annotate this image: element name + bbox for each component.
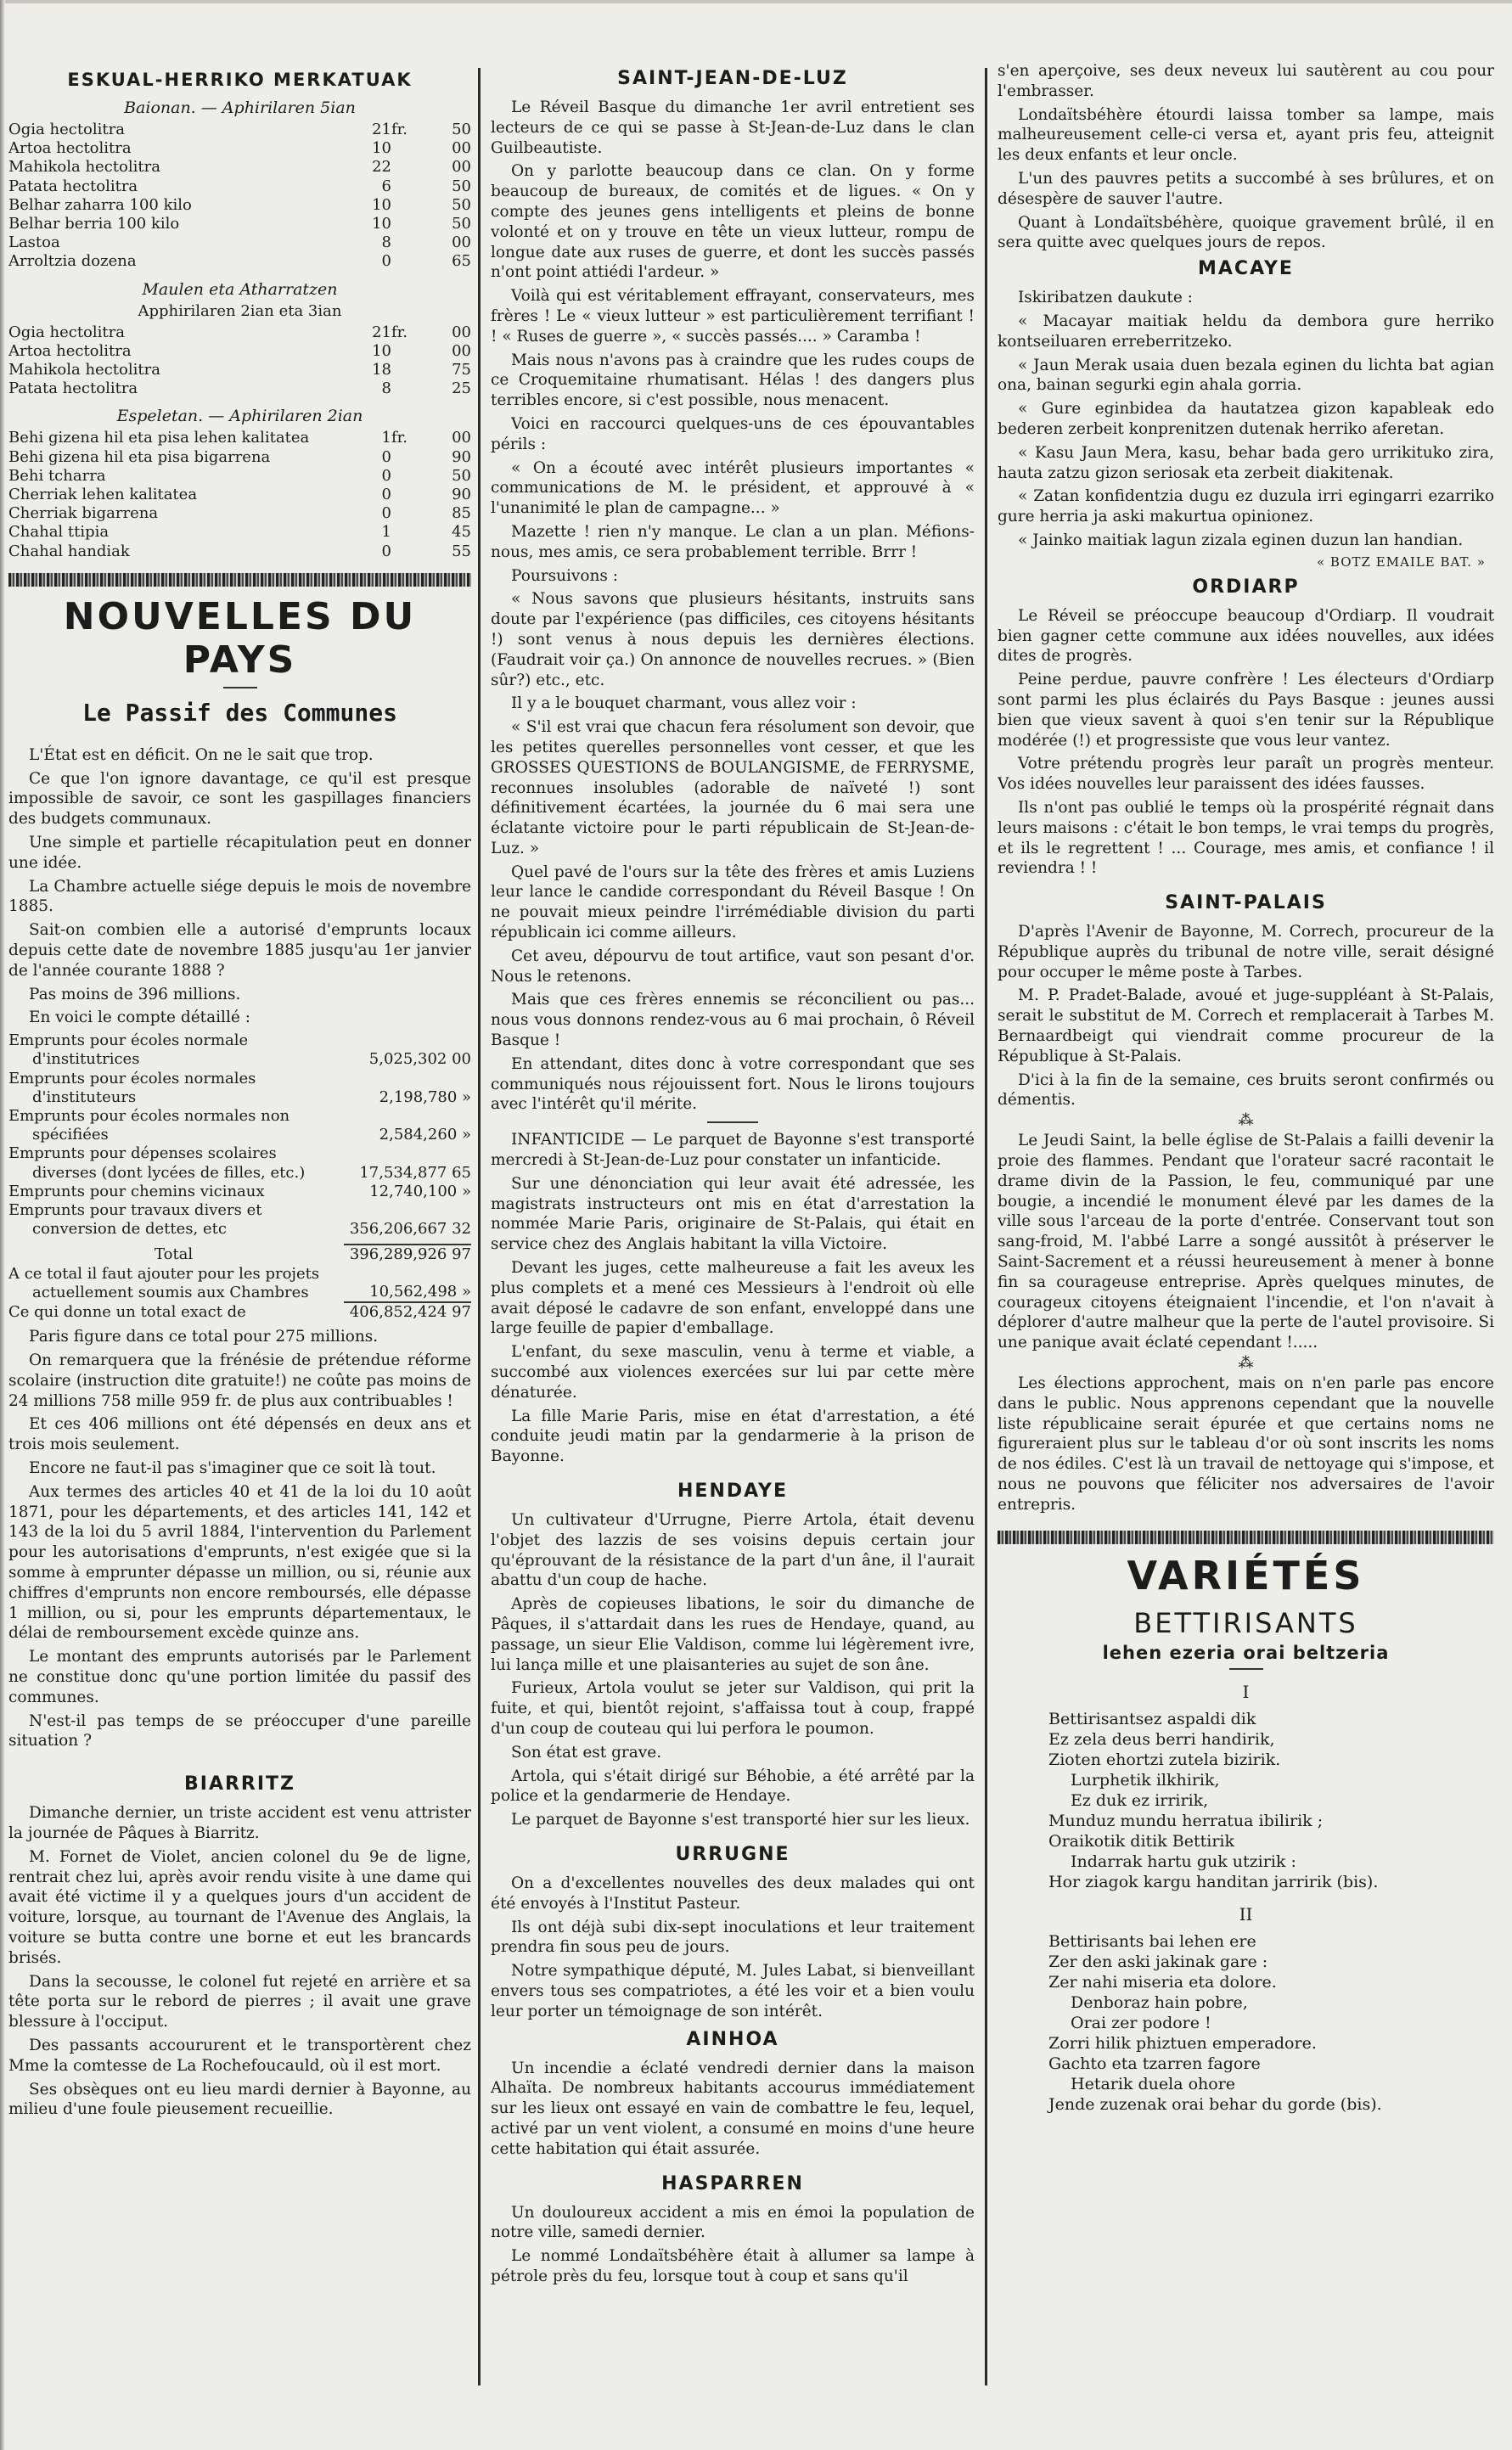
baiona-price-table (8, 121, 471, 272)
sjdl-paragraph: En attendant, dites donc à votre correspondant que ses communiqués nous réjouissent fort. Nous le lirons toujours avec l'intérêt qu'il mérite. (491, 1054, 975, 1114)
item-name: Behi gizena hil eta pisa lehen kalitatea (8, 429, 310, 447)
item-name: Ogia hectolitra (8, 121, 125, 138)
exact-label: Ce qui donne un total exact de (8, 1303, 246, 1322)
urrugne-paragraph: On a d'excellentes nouvelles des deux malades qui ont été envoyés à l'Institut Pasteur. (491, 1874, 975, 1913)
item-name: Patata hectolitra (8, 177, 138, 195)
price-unit (391, 504, 422, 523)
passif-paragraph: Sait-on combien elle a autorisé d'emprunts locaux depuis cette date de novembre 1885 jusqu'au 1er janvier de l'année courante 1888 ? (8, 921, 471, 980)
ordiarp-paragraph: Ils n'ont pas oublié le temps où la prospérité régnait dans leurs maisons : c'était le bon temps, le vrai temps du progrès, et ils le regrettent ! ... Courage, mes amis, et confiance ! il reviendra ! ! (998, 798, 1494, 878)
item-name: Behi tcharra (8, 466, 106, 485)
page-top-edge (0, 0, 1512, 3)
infanticide-paragraph: Sur une dénonciation qui leur avait été adressée, les magistrats instructeurs ont mis en état d'arrestation la nommée Marie Paris, originaire de St-Palais, qui était en service chez des Anglais habitant la villa Victoire. (491, 1174, 975, 1254)
item-name: Belhar berria 100 kilo (8, 215, 180, 233)
price-centimes: 50 (452, 466, 471, 485)
price-francs: 0 (381, 447, 391, 466)
poem-line: Jende zuzenak orai behar du gorde (bis). (1048, 2094, 1382, 2114)
hasparren-article-continued (998, 61, 1494, 253)
sjdl-paragraph: Quel pavé de l'ours sur la tête des frères et amis Luziens leur lance le candide correspondant du Réveil Basque ! On ne pouvait mieux peindre l'irrémédiable division du parti républicain ici comme ailleurs. (491, 863, 975, 942)
item-name: Chahal handiak (8, 542, 130, 560)
price-unit (391, 342, 422, 361)
loan-label: Emprunts pour écoles normales non spécifiées (8, 1107, 290, 1144)
price-centimes: 90 (452, 486, 471, 504)
biarritz-heading: BIARRITZ (183, 1773, 295, 1795)
loan-label: Emprunts pour dépenses scolaires diverses (dont lycées de filles, etc.) (8, 1144, 306, 1182)
price-unit (391, 361, 422, 379)
ordiarp-paragraph: Le Réveil se préoccupe beaucoup d'Ordiarp. Il voudrait bien gagner cette commune aux idées nouvelles, aux idées dites de progrès. (998, 606, 1494, 666)
sjdl-paragraph: Voilà qui est véritablement effrayant, conservateurs, mes frères ! Le « vieux lutteur » est particulièrement terrifiant ! ! « Ruses de guerre », « succès passés.... » Caramba ! (491, 287, 975, 346)
item-name: Patata hectolitra (8, 379, 138, 398)
poem-line: Zer nahi miseria eta dolore. (1048, 1972, 1277, 1992)
price-francs: 10 (372, 195, 391, 214)
sjdl-paragraph: Poursuivons : (511, 566, 619, 585)
macaye-article (998, 288, 1494, 551)
item-name: Lastoa (8, 233, 60, 252)
ornamental-band (8, 573, 471, 587)
poem-line: Ez duk ez irririk, (1071, 1790, 1209, 1810)
loan-row (8, 1201, 471, 1239)
price-row (8, 196, 471, 215)
price-francs: 22 (372, 158, 391, 177)
passif-paragraph: La Chambre actuelle siége depuis le mois de novembre 1885. (8, 877, 471, 916)
page-binding-shadow (0, 0, 5, 2450)
price-row (8, 323, 471, 342)
total-value: 396,289,926 97 (344, 1245, 471, 1264)
stpalais-heading: SAINT-PALAIS (1165, 892, 1327, 914)
price-francs: 0 (381, 252, 391, 271)
price-centimes: 00 (452, 341, 471, 360)
sjdl-paragraph: Voici en raccourci quelques-uns de ces épouvantables périls : (491, 414, 975, 453)
sjdl-article (491, 98, 975, 1115)
biarritz-article (8, 1803, 471, 2120)
macaye-paragraph: Iskiribatzen daukute : (1018, 289, 1193, 307)
price-row (8, 523, 471, 542)
ordiarp-article (998, 606, 1494, 879)
hasparren-article (491, 2203, 975, 2287)
price-centimes: 25 (452, 379, 471, 398)
price-centimes: 45 (452, 523, 471, 542)
price-row (8, 448, 471, 467)
price-unit (391, 523, 422, 542)
item-name: Artoa hectolitra (8, 139, 132, 158)
add-value: 10,562,498 » (369, 1282, 471, 1301)
price-row (8, 486, 471, 504)
poem-line: Munduz mundu herratua ibilirik ; (1048, 1811, 1324, 1830)
loan-row (8, 1107, 471, 1144)
poem-line: Indarrak hartu guk utzirik : (1071, 1852, 1296, 1871)
poem-line: Gachto eta tzarren fagore (1048, 2054, 1261, 2073)
price-centimes: 65 (452, 252, 471, 271)
biarritz-paragraph: Des passants accoururent et le transportèrent chez Mme la comtesse de La Rochefoucauld, où il est mort. (8, 2036, 471, 2075)
price-centimes: 75 (452, 361, 471, 379)
price-unit (391, 233, 422, 252)
poem-line: Zioten ehortzi zutela bizirik. (1048, 1750, 1281, 1769)
macaye-paragraph: « Kasu Jaun Mera, kasu, behar bada gero urrikituko zira, hauta zatzu gizon seriosak eta zerbeit diakitenak. (998, 443, 1494, 482)
stpalais-paragraph: Les élections approchent, mais on n'en parle pas encore dans le public. Nous apprenons cependant que la nouvelle liste républicaine serait épurée et que certains noms ne figureraient plus sur le tableau d'or où sont inscrits les noms de nos édiles. C'est là un travail de nettoyage qui s'impose, et nous ne pouvons que féliciter nos adversaires de l'avoir entrepris. (998, 1374, 1494, 1514)
item-name: Ogia hectolitra (8, 323, 125, 341)
loan-amount: 17,534,877 65 (359, 1163, 471, 1182)
price-row (8, 233, 471, 252)
price-francs: 0 (381, 504, 391, 523)
nouvelles-du-pays-heading: NOUVELLES DU PAYS (63, 594, 417, 682)
hasparren-heading: HASPARREN (661, 2172, 804, 2194)
loans-totals (8, 1244, 471, 1322)
price-centimes: 00 (452, 323, 471, 341)
asterism: ⁂ (1238, 1111, 1254, 1130)
item-name: Arroltzia dozena (8, 252, 137, 271)
loan-label: Emprunts pour écoles normale d'institutrices (8, 1031, 249, 1069)
item-name: Belhar zaharra 100 kilo (8, 195, 192, 214)
poem-line: Zorri hilik phiztuen emperadore. (1048, 2033, 1317, 2053)
hendaye-paragraph: Furieux, Artola voulut se jeter sur Valdison, qui prit la fuite, et qui, bientôt rejoint, s'affaissa tout à coup, frappé d'un coup de couteau qui lui perfora le poumon. (491, 1679, 975, 1738)
maulen-price-table (8, 323, 471, 399)
ornamental-band (998, 1531, 1494, 1544)
passif-paragraph: Pas moins de 396 millions. (29, 985, 241, 1003)
macaye-paragraph: « Jainko maitiak lagun zizala eginen duzun lan handian. (1018, 531, 1464, 549)
poem-line: Denboraz hain pobre, (1071, 1992, 1248, 2012)
price-unit (391, 542, 422, 561)
loan-amount: 356,206,667 32 (349, 1220, 471, 1239)
sjdl-paragraph: Il y a le bouquet charmant, vous allez voir : (511, 694, 857, 713)
price-row (8, 361, 471, 379)
asterism: ⁂ (1238, 1354, 1254, 1373)
separator (707, 1121, 758, 1123)
passif-paragraph: On remarquera que la frénésie de prétendue réforme scolaire (instruction dite gratuite!) ne coûte pas moins de 24 millions 758 mille 959 fr. de plus aux contribuables ! (8, 1351, 471, 1410)
price-row (8, 429, 471, 447)
loan-amount: 12,740,100 » (369, 1182, 471, 1200)
price-centimes: 00 (452, 233, 471, 252)
hasparren-paragraph: Le nommé Londaïtsbéhère était à allumer sa lampe à pétrole près du feu, lorsque tout à coup et sans qu'il (491, 2247, 975, 2285)
item-name: Mahikola hectolitra (8, 361, 160, 379)
poem-stanza-2 (998, 1931, 1494, 2115)
price-row (8, 121, 471, 139)
short-rule (1229, 1668, 1263, 1670)
hendaye-paragraph: Artola, qui s'était dirigé sur Béhobie, a été arrêté par la police et la gendarmerie de Hendaye. (491, 1767, 975, 1806)
column-rule-2 (985, 68, 987, 2385)
poem-line: Bettirisants bai lehen ere (1048, 1931, 1256, 1951)
infanticide-paragraph: L'enfant, du sexe masculin, venu à terme et viable, a succombé aux violences exercées sur lui par cette mère dénaturée. (491, 1343, 975, 1402)
poem-line: Hor ziagok kargu handitan jarririk (bis). (1048, 1872, 1379, 1891)
stpalais-elections-article (998, 1374, 1494, 1515)
price-francs: 8 (381, 233, 391, 252)
macaye-paragraph: « Jaun Merak usaia duen bezala eginen du lichta bat agian ona, bainan segurki egin ahala gorria. (998, 356, 1494, 395)
price-centimes: 50 (452, 215, 471, 233)
price-unit: fr. (391, 429, 408, 447)
poem-line: Bettirisantsez aspaldi dik (1048, 1709, 1256, 1728)
price-unit (391, 467, 422, 486)
espelette-subheading: Espeletan. — Aphirilaren 2ian (116, 407, 363, 426)
price-row (8, 467, 471, 486)
column-rule-1 (478, 68, 481, 2385)
price-francs: 21 (372, 121, 391, 138)
stpalais-paragraph: M. P. Pradet-Balade, avoué et juge-suppléant à St-Palais, serait le substitut de M. Correch et remplacerait à Tarbes M. Bernaardbeigt qui viendrait comme procureur de la République à St-Palais. (998, 986, 1494, 1065)
price-francs: 1 (381, 523, 391, 542)
add-label: A ce total il faut ajouter pour les projets actuellement soumis aux Chambres (8, 1264, 320, 1301)
price-centimes: 00 (452, 139, 471, 158)
maulen-subheading-2: Apphirilaren 2ian eta 3ian (138, 301, 342, 320)
poem-line: Ez zela deus berri handirik, (1048, 1729, 1275, 1749)
price-francs: 10 (372, 139, 391, 158)
price-francs: 10 (372, 341, 391, 360)
passif-paragraph: Et ces 406 millions ont été dépensés en deux ans et trois mois seulement. (8, 1415, 471, 1454)
exact-value: 406,852,424 97 (344, 1302, 471, 1322)
espelette-price-table (8, 429, 471, 560)
price-centimes: 00 (452, 429, 471, 447)
price-row (8, 177, 471, 196)
loans-table (8, 1031, 471, 1239)
infanticide-article (491, 1130, 975, 1467)
sjdl-paragraph: Mais nous n'avons pas à craindre que les rudes coups de ce Croquemitaine rhumatisant. Hélas ! des dangers plus terribles encore, si c'est possible, nous menacent. (491, 351, 975, 410)
hasparren-paragraph: Londaïtsbéhère étourdi laissa tomber sa lampe, mais malheureusement celle-ci versa et, ayant pris feu, atteignit les deux enfants et leur oncle. (998, 105, 1494, 165)
hasparren-paragraph: Un douloureux accident a mis en émoi la population de notre ville, samedi dernier. (491, 2203, 975, 2242)
ainhoa-heading: AINHOA (686, 2028, 779, 2050)
price-centimes: 90 (452, 447, 471, 466)
passif-conclusion (8, 1327, 471, 1751)
ordiarp-heading: ORDIARP (1192, 576, 1300, 598)
hendaye-heading: HENDAYE (677, 1481, 788, 1502)
poem-line: Oraikotik ditik Bettirik (1048, 1831, 1235, 1851)
stanza-number-1: I (1242, 1681, 1250, 1702)
item-name: Chahal ttipia (8, 523, 110, 542)
loan-row (8, 1183, 471, 1201)
price-unit (391, 252, 422, 271)
macaye-paragraph: « Zatan konfidentzia dugu ez duzula irri egingarri ezarriko gure herria ja aski makurtua opinionez. (998, 487, 1494, 526)
price-unit (391, 448, 422, 467)
market-title: ESKUAL-HERRIKO MERKATUAK (67, 70, 413, 90)
loan-amount: 2,584,260 » (379, 1126, 471, 1144)
passif-paragraph: Ce que l'on ignore davantage, ce qu'il est presque impossible de savoir, ce sont les gaspillages financiers des budgets communaux. (8, 769, 471, 829)
price-centimes: 50 (452, 195, 471, 214)
ainhoa-paragraph: Un incendie a éclaté vendredi dernier dans la maison Alhaïta. De nombreux habitants accourus immédiatement sur les lieux ont essayé en vain de combattre le feu, lequel, activé par un vent violent, a consumé en moins d'une heure cette habitation qui était assurée. (491, 2059, 975, 2158)
item-name: Behi gizena hil eta pisa bigarrena (8, 447, 271, 466)
sjdl-paragraph: On y parlotte beaucoup dans ce clan. On y forme beaucoup de bureaux, de comités et de ligues. « On y compte des jeunes gens intelligents et pleins de bonne volonté et on y trouve en tête un vieux lutteur, rompu de longue date aux ruses de guerre, et dont les succès passés n'ont point attiédi l'ardeur. » (491, 162, 975, 282)
macaye-signature: « BOTZ EMAILE BAT. » (1316, 553, 1486, 570)
poem-line: Hetarik duela ohore (1071, 2074, 1236, 2093)
price-unit (391, 177, 422, 196)
price-centimes: 50 (452, 177, 471, 195)
macaye-paragraph: « Gure eginbidea da hautatzea gizon kapableak edo bederen zerbeit konprenitzen dutenak herriko aferetan. (998, 400, 1494, 438)
sjdl-paragraph: « Nous savons que plusieurs hésitants, instruits sans doute par l'expérience (pas difficiles, ces citoyens hésitants !) sont venus à nous depuis les dernières élections. (Faudrait voir ça.) On annonce de nouvelles recrues. » (Bien sûr?) etc., etc. (491, 590, 975, 689)
biarritz-paragraph: Dimanche dernier, un triste accident est venu attrister la journée de Pâques à Biarritz. (8, 1804, 471, 1842)
price-francs: 1 (381, 429, 391, 447)
price-unit: fr. (391, 323, 408, 341)
item-name: Artoa hectolitra (8, 341, 132, 360)
price-unit: fr. (391, 121, 408, 138)
sjdl-paragraph: Mais que ces frères ennemis se réconcilient ou pas... nous vous donnons rendez-vous au 6 mai prochain, ô Réveil Basque ! (491, 991, 975, 1050)
passif-paragraph: Le montant des emprunts autorisés par le Parlement ne constitue donc qu'une portion limitée du passif des communes. (8, 1648, 471, 1706)
hasparren-paragraph: s'en aperçoive, ses deux neveux lui sautèrent au cou pour l'embrasser. (998, 62, 1494, 100)
price-francs: 10 (372, 215, 391, 233)
sjdl-paragraph: Cet aveu, dépourvu de tout artifice, vaut son pesant d'or. Nous le retenons. (491, 947, 975, 986)
price-francs: 21 (372, 323, 391, 341)
loan-row (8, 1070, 471, 1107)
poem-subtitle: lehen ezeria orai beltzeria (1102, 1642, 1390, 1663)
stpalais-paragraph: D'ici à la fin de la semaine, ces bruits seront confirmés ou démentis. (998, 1070, 1494, 1110)
price-row (8, 542, 471, 561)
hendaye-paragraph: Un cultivateur d'Urrugne, Pierre Artola, était devenu l'objet des lazzis de ses voisins depuis certain jour qu'éprouvant de la résistance de la part d'un âne, il l'aurait abattu d'un coup de hache. (491, 1511, 975, 1590)
hasparren-paragraph: L'un des pauvres petits a succombé à ses brûlures, et on désespère de sauver l'autre. (998, 169, 1494, 208)
hendaye-paragraph: Le parquet de Bayonne s'est transporté hier sur les lieux. (511, 1811, 970, 1829)
price-francs: 8 (381, 379, 391, 398)
biarritz-paragraph: Dans la secousse, le colonel fut rejeté en arrière et sa tête porta sur le rebord de pierres ; il avait une grave blessure à l'occiput. (8, 1972, 471, 2031)
price-centimes: 00 (452, 158, 471, 177)
loan-row (8, 1031, 471, 1069)
item-name: Cherriak bigarrena (8, 504, 159, 523)
price-francs: 0 (381, 466, 391, 485)
price-row (8, 504, 471, 523)
ordiarp-paragraph: Votre prétendu progrès leur paraît un progrès menteur. Vos idées nouvelles leur paraissent des idées fausses. (998, 755, 1494, 794)
passif-article (8, 745, 471, 1028)
passif-paragraph: Aux termes des articles 40 et 41 de la loi du 10 août 1871, pour les départements, et des articles 141, 142 et 143 de la loi du 5 avril 1884, l'intervention du Parlement pour les autorisations d'emprunts, n'est exigée que si la somme à emprunter dépasse un million, ou si, réunie aux chiffres d'emprunts non encore remboursés, elle dépasse 1 million, ou si, pour les emprunts départementaux, le délai de remboursement excède quinze ans. (8, 1482, 471, 1643)
total-label: Total (155, 1245, 194, 1264)
urrugne-paragraph: Notre sympathique député, M. Jules Labat, si bienveillant envers tous ses compatriotes, a été les voir et a bien voulu leur porter un témoignage de son intérêt. (491, 1962, 975, 2020)
ordiarp-paragraph: Peine perdue, pauvre confrère ! Les électeurs d'Ordiarp sont parmi les plus éclairés du Pays Basque : jeunes aussi bien que vieux savent à quoi s'en tenir sur la République modérée (!) et progressiste que vous leur vantez. (998, 671, 1494, 750)
price-unit (391, 379, 422, 398)
poem-title: BETTIRISANTS (1133, 1606, 1358, 1639)
price-francs: 0 (381, 486, 391, 504)
passif-paragraph: Paris figure dans ce total pour 275 millions. (29, 1328, 379, 1346)
infanticide-paragraph: INFANTICIDE — Le parquet de Bayonne s'est transporté mercredi à St-Jean-de-Luz pour constater un infanticide. (491, 1131, 975, 1170)
baiona-subheading: Baionan. — Aphirilaren 5ian (124, 98, 356, 117)
sjdl-paragraph: Mazette ! rien n'y manque. Le clan a un plan. Méfions-nous, mes amis, ce sera probablement terrible. Brrr ! (491, 522, 975, 561)
price-unit (391, 486, 422, 504)
infanticide-paragraph: La fille Marie Paris, mise en état d'arrestation, a été conduite jeudi matin par la gendarmerie à la prison de Bayonne. (491, 1407, 975, 1466)
item-name: Mahikola hectolitra (8, 158, 160, 177)
sjdl-heading: SAINT-JEAN-DE-LUZ (617, 68, 848, 89)
loan-amount: 5,025,302 00 (368, 1050, 471, 1069)
infanticide-paragraph: Devant les juges, cette malheureuse a fait les aveux les plus complets et a mené ces Messieurs à l'endroit où elle avait déposé le cadavre de son enfant, enveloppé dans une large feuille de papier d'emballage. (491, 1259, 975, 1338)
stpalais-article (998, 922, 1494, 1110)
sjdl-paragraph: Le Réveil Basque du dimanche 1er avril entretient ses lecteurs de ce qui se passe à St-Jean-de-Luz dans le clan Guilbeautiste. (491, 98, 975, 157)
stpalais-paragraph: Le Jeudi Saint, la belle église de St-Palais a failli devenir la proie des flammes. Pendant que l'orateur sacré racontait le drame divin de la Passion, le feu, communiqué par une bougie, a incendié le monument élevé par les dames de la ville sous l'arceau de la porte d'entrée. Conservant tout son sang-froid, M. l'abbé Larre a songé aussitôt à préserver le Saint-Sacrement et a réussi heureusement à mener à bonne fin sa courageuse entreprise. Après quelques minutes, de courageux citoyens éteignaient l'incendie, et l'on n'avait à déplorer d'autre malheur que la perte de l'autel provisoire. Si une panique avait éclaté cependant !..... (998, 1132, 1494, 1352)
hendaye-paragraph: Son état est grave. (511, 1743, 662, 1762)
ainhoa-article (491, 2059, 975, 2160)
urrugne-heading: URRUGNE (675, 1843, 790, 1865)
hendaye-paragraph: Après de copieuses libations, le soir du dimanche de Pâques, il s'attardait dans les rues de Hendaye, quand, au passage, un sieur Elie Valdison, comme lui légèrement ivre, lui lança mille et une plaisanteries au sujet de son âne. (491, 1595, 975, 1674)
price-row (8, 139, 471, 158)
biarritz-paragraph: Ses obsèques ont eu lieu mardi dernier à Bayonne, au milieu d'une foule pieusement recueillie. (8, 2080, 471, 2119)
urrugne-article (491, 1874, 975, 2022)
price-row (8, 215, 471, 233)
passif-paragraph: Encore ne faut-il pas s'imaginer que ce soit là tout. (29, 1459, 436, 1478)
loan-label: Emprunts pour travaux divers et conversion de dettes, etc (8, 1201, 262, 1239)
passif-paragraph: En voici le compte détaillé : (29, 1009, 250, 1027)
sjdl-paragraph: « S'il est vrai que chacun fera résolument son devoir, que les petites querelles personnelles vont cesser, et que les GROSSES QUESTIONS de BOULANGISME, de FERRYSME, reconnues insolubles (adorable de naïveté !) sont définitivement écartées, la journée du 6 mai sera une éclatante victoire pour le parti républicain de St-Jean-de-Luz. » (491, 718, 975, 857)
price-francs: 6 (381, 177, 391, 195)
price-unit (391, 196, 422, 215)
hendaye-article (491, 1510, 975, 1830)
hasparren-paragraph: Quant à Londaïtsbéhère, quoique gravement brûlé, il en sera quitte avec quelques jours de repos. (998, 213, 1494, 252)
price-unit (391, 158, 422, 177)
passif-paragraph: L'État est en déficit. On ne le sait que trop. (29, 745, 374, 764)
loan-label: Emprunts pour chemins vicinaux (8, 1182, 265, 1200)
price-unit (391, 139, 422, 158)
loan-label: Emprunts pour écoles normales d'instituteurs (8, 1069, 256, 1106)
loan-amount: 2,198,780 » (379, 1087, 471, 1106)
column-3 (998, 59, 1494, 2433)
macaye-paragraph: « Macayar maitiak heldu da dembora gure herriko kontseiluaren erreberritzeko. (998, 312, 1494, 351)
price-row (8, 342, 471, 361)
loan-row (8, 1144, 471, 1182)
maulen-subheading: Maulen eta Atharratzen (142, 279, 338, 299)
price-row (8, 379, 471, 398)
column-2 (491, 59, 975, 2433)
price-centimes: 85 (452, 504, 471, 523)
stpalais-fire-article (998, 1131, 1494, 1353)
column-1 (8, 59, 471, 2433)
passif-paragraph: Une simple et partielle récapitulation peut en donner une idée. (8, 834, 471, 872)
short-rule (223, 687, 257, 688)
stanza-number-2: II (1239, 1903, 1253, 1925)
price-unit (391, 215, 422, 233)
price-centimes: 55 (452, 542, 471, 560)
biarritz-paragraph: M. Fornet de Violet, ancien colonel du 9e de ligne, rentrait chez lui, après avoir rendu visite à une dame qui avait été victime il y a quelques jours d'un accident de voiture, lorsque, au tournant de l'Avenue des Anglais, la voiture se butta contre une borne et eut les brancards brisés. (8, 1847, 471, 1967)
price-francs: 18 (372, 361, 391, 379)
passif-paragraph: N'est-il pas temps de se préoccuper d'une pareille situation ? (8, 1711, 471, 1750)
price-row (8, 252, 471, 271)
price-row (8, 158, 471, 177)
poem-line: Lurphetik ilkhirik, (1071, 1770, 1220, 1790)
price-francs: 0 (381, 542, 391, 560)
poem-stanza-1 (998, 1709, 1494, 1892)
passif-communes-heading: Le Passif des Communes (82, 698, 397, 727)
macaye-heading: MACAYE (1198, 258, 1294, 280)
poem-line: Orai zer podore ! (1071, 2013, 1211, 2032)
varietes-heading: VARIÉTÉS (1127, 1552, 1365, 1599)
stpalais-paragraph: D'après l'Avenir de Bayonne, M. Correch, procureur de la République auprès du tribunal de notre ville, serait désigné pour occuper le même poste à Tarbes. (998, 923, 1494, 981)
sjdl-paragraph: « On a écouté avec intérêt plusieurs importantes « communications de M. le président, et approuvé à « l'unanimité le plan de campagne... » (491, 458, 975, 518)
urrugne-paragraph: Ils ont déjà subi dix-sept inoculations et leur traitement prendra fin sous peu de jours. (491, 1918, 975, 1957)
price-centimes: 50 (452, 121, 471, 138)
poem-line: Zer den aski jakinak gare : (1048, 1952, 1268, 1971)
item-name: Cherriak lehen kalitatea (8, 486, 198, 504)
